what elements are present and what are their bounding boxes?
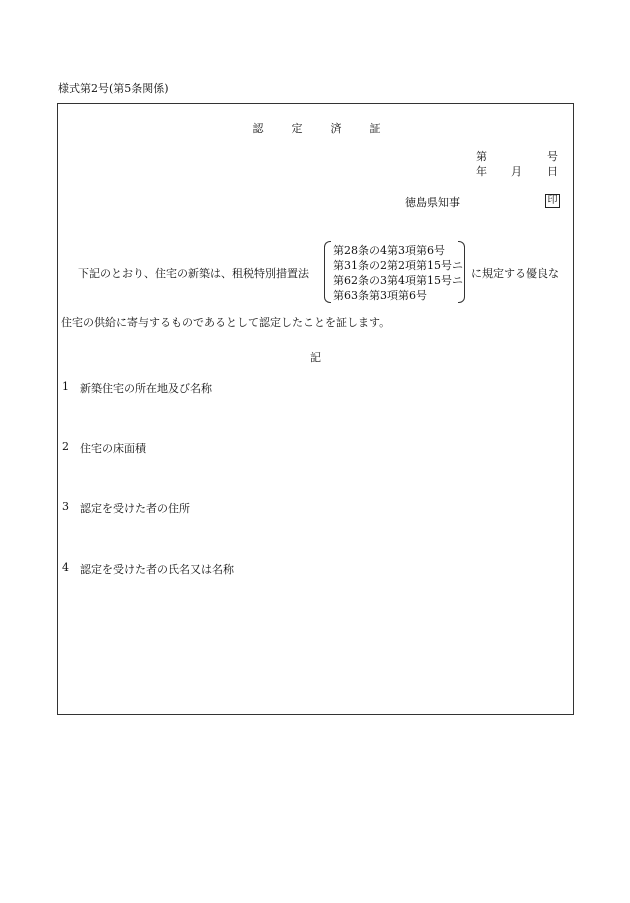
ki-label: 記 [310, 351, 321, 364]
law-item: 第31条の2第2項第15号ニ [333, 259, 463, 272]
body-suffix: に規定する優良な [471, 267, 559, 280]
title-char: 証 [369, 122, 381, 135]
brace-left [324, 241, 331, 303]
title-char: 定 [291, 122, 303, 135]
date-day: 日 [547, 165, 558, 178]
seal-mark: 印 [545, 194, 560, 208]
item-number: 4 [62, 561, 69, 574]
number-go: 号 [547, 150, 558, 163]
certificate-title [58, 120, 575, 136]
date-month: 月 [511, 165, 522, 178]
title-char: 認 [252, 122, 264, 135]
certificate-frame [57, 103, 574, 715]
item-label: 住宅の床面積 [80, 442, 146, 455]
law-brace [324, 241, 465, 303]
item-label: 新築住宅の所在地及び名称 [80, 382, 212, 395]
body-prefix: 下記のとおり、住宅の新築は、租税特別措置法 [78, 267, 309, 280]
item-number: 1 [62, 380, 69, 393]
title-char: 済 [330, 122, 342, 135]
body-line2: 住宅の供給に寄与するものであるとして認定したことを証します。 [61, 316, 391, 329]
number-dai: 第 [476, 150, 487, 163]
date-year: 年 [476, 165, 487, 178]
law-item: 第62条の3第4項第15号ニ [333, 274, 463, 287]
item-number: 3 [62, 500, 69, 513]
item-label: 認定を受けた者の氏名又は名称 [80, 563, 234, 576]
issuer: 徳島県知事 [405, 196, 460, 209]
law-item: 第63条第3項第6号 [333, 289, 427, 302]
form-label: 様式第2号(第5条関係) [58, 82, 169, 95]
law-item: 第28条の4第3項第6号 [333, 244, 445, 257]
item-label: 認定を受けた者の住所 [80, 502, 190, 515]
item-number: 2 [62, 440, 69, 453]
